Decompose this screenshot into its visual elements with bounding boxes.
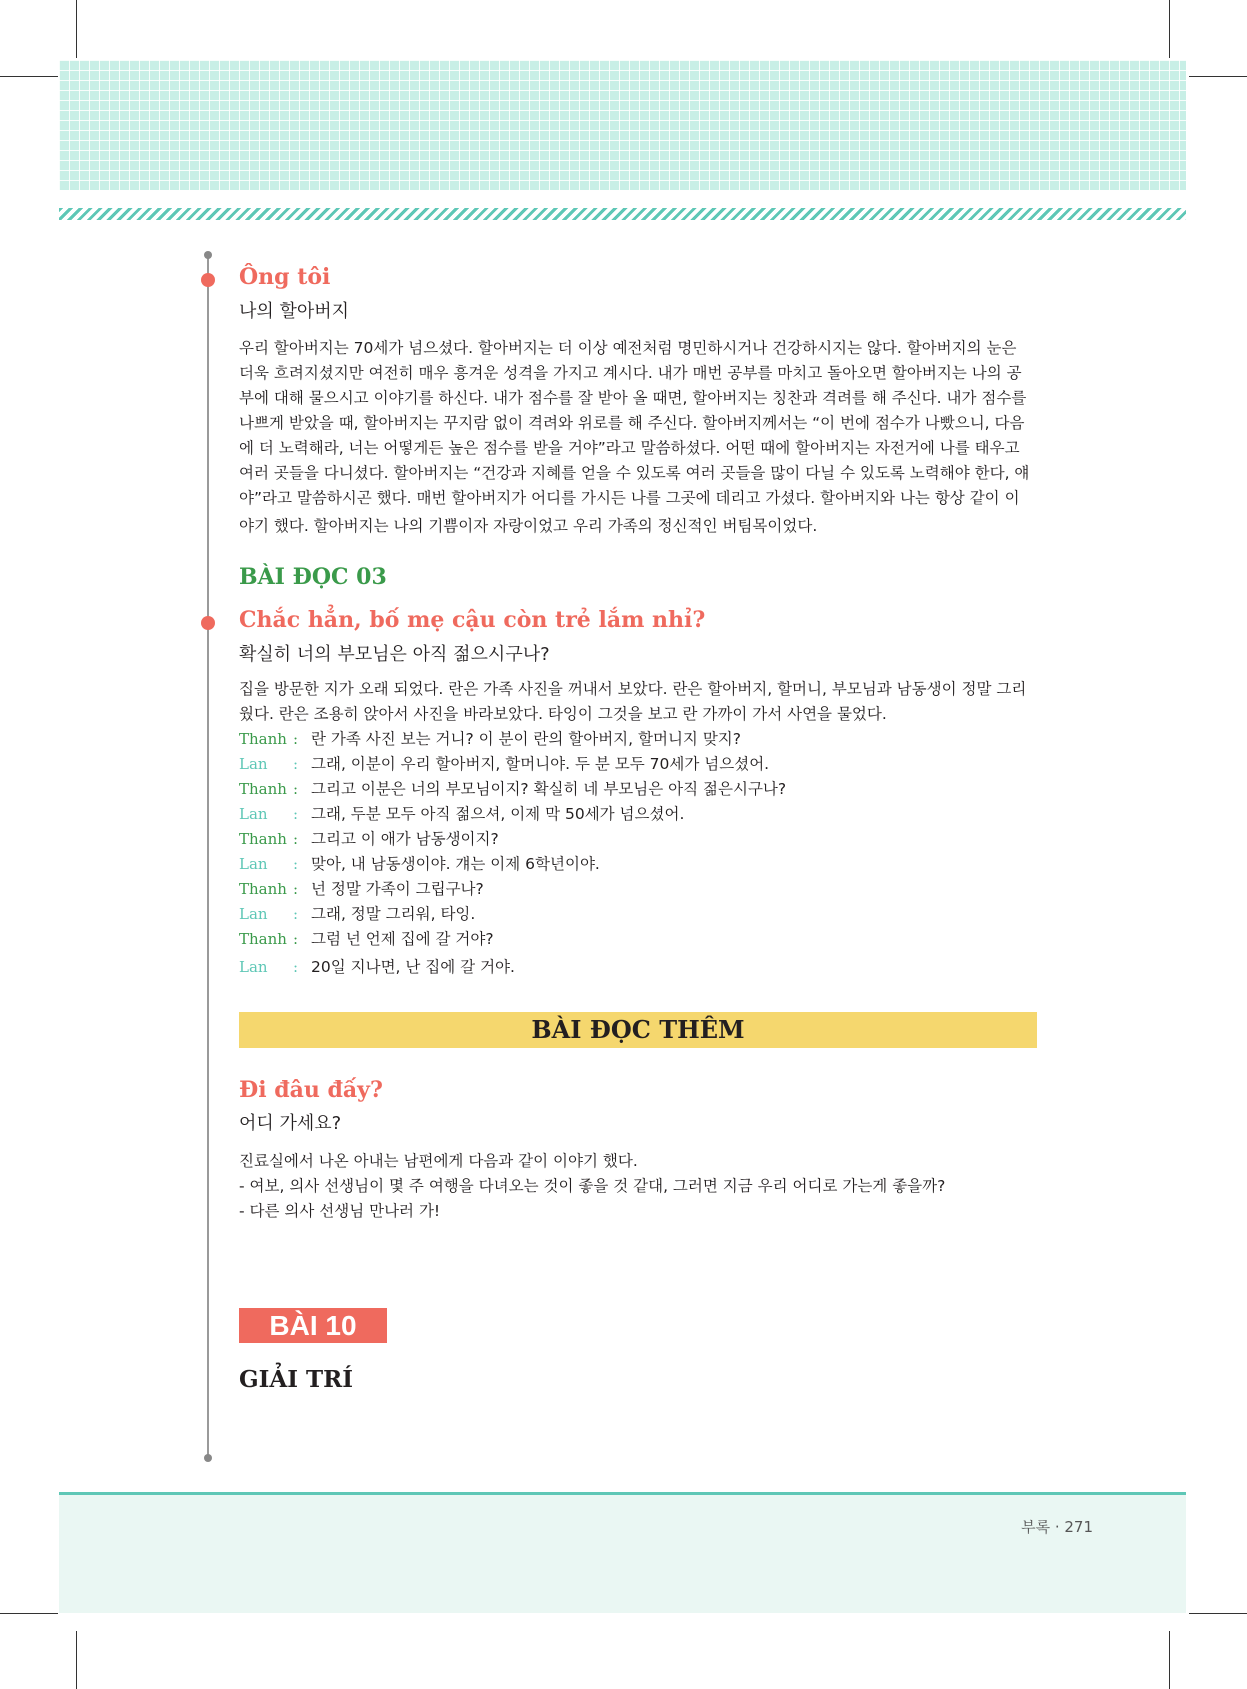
footer-band (59, 1495, 1186, 1613)
speaker-colon: : (293, 930, 299, 948)
dialogue-text: 그래, 이분이 우리 할아버지, 할머니야. 두 분 모두 70세가 넘으셨어. (311, 755, 770, 773)
header-hatch-stripe (59, 208, 1186, 220)
speaker-colon: : (293, 830, 299, 848)
paragraph-line: 부에 대해 물으시고 이야기를 하신다. 내가 점수를 잘 받아 올 때면, 할아버지는 칭찬과 격려를 해 주신다. 내가 점수를 (239, 389, 1027, 407)
speaker-name: Thanh (239, 830, 287, 848)
paragraph-line: 집을 방문한 지가 오래 되었다. 란은 가족 사진을 꺼내서 보았다. 란은 할아버지, 할머니, 부모님과 남동생이 정말 그리 (239, 680, 1027, 698)
speaker-colon: : (293, 905, 299, 923)
dialogue-line (239, 902, 475, 927)
section-title: Đi đâu đấy? (239, 1077, 383, 1103)
page-number: 부록 · 271 (1021, 1518, 1093, 1536)
speaker-name: Thanh (239, 730, 287, 748)
speaker-colon: : (293, 880, 299, 898)
section-subtitle: 나의 할아버지 (239, 301, 350, 322)
speaker-name: Lan (239, 755, 268, 773)
section-bullet (201, 616, 215, 630)
paragraph-line: 우리 할아버지는 70세가 넘으셨다. 할아버지는 더 이상 예전처럼 명민하시거나 건강하시지는 않다. 할아버지의 눈은 (239, 339, 1017, 357)
dialogue-text: 그럼 넌 언제 집에 갈 거야? (311, 930, 494, 948)
timeline-end-dot (204, 251, 212, 259)
paragraph-line: - 다른 의사 선생님 만나러 가! (239, 1202, 441, 1220)
dialogue-text: 넌 정말 가족이 그립구나? (311, 880, 484, 898)
section-subtitle: 어디 가세요? (239, 1113, 342, 1134)
paragraph-line: 에 더 노력해라, 너는 어떻게든 높은 점수를 받을 거야”라고 말씀하셨다. 어떤 때에 할아버지는 자전거에 나를 태우고 (239, 439, 1020, 457)
dialogue-text: 란 가족 사진 보는 거니? 이 분이 란의 할아버지, 할머니지 맞지? (311, 730, 742, 748)
dialogue-text: 그래, 두분 모두 아직 젊으셔, 이제 막 50세가 넘으셨어. (311, 805, 685, 823)
speaker-name: Lan (239, 855, 268, 873)
paragraph-line: 진료실에서 나온 아내는 남편에게 다음과 같이 이야기 했다. (239, 1152, 638, 1170)
dialogue-line (239, 727, 741, 752)
dialogue-line (239, 777, 786, 802)
lesson-title: GIẢI TRÍ (239, 1366, 354, 1393)
dialogue-line (239, 877, 484, 902)
dialogue-text: 맞아, 내 남동생이야. 걔는 이제 6학년이야. (311, 855, 600, 873)
crop-mark (0, 76, 58, 77)
speaker-colon: : (293, 730, 299, 748)
dialogue-line (239, 852, 600, 877)
paragraph-line: - 여보, 의사 선생님이 몇 주 여행을 다녀오는 것이 좋을 것 같대, 그러면 지금 우리 어디로 가는게 좋을까? (239, 1177, 946, 1195)
crop-mark (1169, 1631, 1170, 1689)
speaker-name: Lan (239, 805, 268, 823)
section-subtitle: 확실히 너의 부모님은 아직 젊으시구나? (239, 644, 550, 665)
speaker-colon: : (293, 780, 299, 798)
timeline-end-dot (204, 1454, 212, 1462)
paragraph-line: 야”라고 말씀하시곤 했다. 매번 할아버지가 어디를 가시든 나를 그곳에 데리고 가셨다. 할아버지와 나는 항상 같이 이 (239, 489, 1020, 507)
dialogue-line (239, 827, 499, 852)
crop-mark (0, 1613, 58, 1614)
section-paragraph (239, 677, 1037, 727)
paragraph-line: 웠다. 란은 조용히 앉아서 사진을 바라보았다. 타잉이 그것을 보고 란 가까이 가서 사연을 물었다. (239, 705, 887, 723)
dialogue-text: 그래, 정말 그리워, 타잉. (311, 905, 476, 923)
section-title: Ông tôi (239, 264, 331, 290)
crop-mark (1189, 76, 1247, 77)
speaker-colon: : (293, 805, 299, 823)
section-title: Chắc hẳn, bố mẹ cậu còn trẻ lắm nhỉ? (239, 607, 706, 633)
crop-mark (1189, 1613, 1247, 1614)
speaker-name: Thanh (239, 780, 287, 798)
reading-label: BÀI ĐỌC 03 (239, 564, 387, 590)
section-bullet (201, 273, 215, 287)
dialogue-line (239, 955, 515, 980)
speaker-name: Thanh (239, 880, 287, 898)
speaker-colon: : (293, 755, 299, 773)
paragraph-line: 더욱 흐려지셨지만 여전히 매우 흥겨운 성격을 가지고 계시다. 내가 매번 공부를 마치고 돌아오면 할아버지는 나의 공 (239, 364, 1022, 382)
speaker-name: Thanh (239, 930, 287, 948)
crop-mark (76, 1631, 77, 1689)
speaker-name: Lan (239, 905, 268, 923)
crop-mark (76, 0, 77, 58)
speaker-name: Lan (239, 958, 268, 976)
dialogue-line (239, 802, 684, 827)
speaker-colon: : (293, 958, 299, 976)
lesson-badge: BÀI 10 (239, 1308, 387, 1343)
paragraph-line: 여러 곳들을 다니셨다. 할아버지는 “건강과 지혜를 얻을 수 있도록 여러 곳들을 많이 다닐 수 있도록 노력해야 한다, 얘 (239, 464, 1030, 482)
speaker-colon: : (293, 855, 299, 873)
header-grid-band (59, 60, 1186, 190)
timeline-line (207, 254, 209, 1457)
paragraph-line: 야기 했다. 할아버지는 나의 기쁨이자 자랑이었고 우리 가족의 정신적인 버팀목이었다. (239, 517, 818, 535)
dialogue-text: 20일 지나면, 난 집에 갈 거야. (311, 958, 515, 976)
section-paragraph (239, 336, 1037, 539)
dialogue-line (239, 927, 494, 952)
dialogue-text: 그리고 이 애가 남동생이지? (311, 830, 499, 848)
crop-mark (1169, 0, 1170, 58)
paragraph-line: 나쁘게 받았을 때, 할아버지는 꾸지람 없이 격려와 위로를 해 주신다. 할아버지께서는 “이 번에 점수가 나빴으니, 다음 (239, 414, 1025, 432)
dialogue-line (239, 752, 769, 777)
dialogue-text: 그리고 이분은 너의 부모님이지? 확실히 네 부모님은 아직 젊은시구나? (311, 780, 787, 798)
extra-reading-banner: BÀI ĐỌC THÊM (239, 1012, 1037, 1048)
